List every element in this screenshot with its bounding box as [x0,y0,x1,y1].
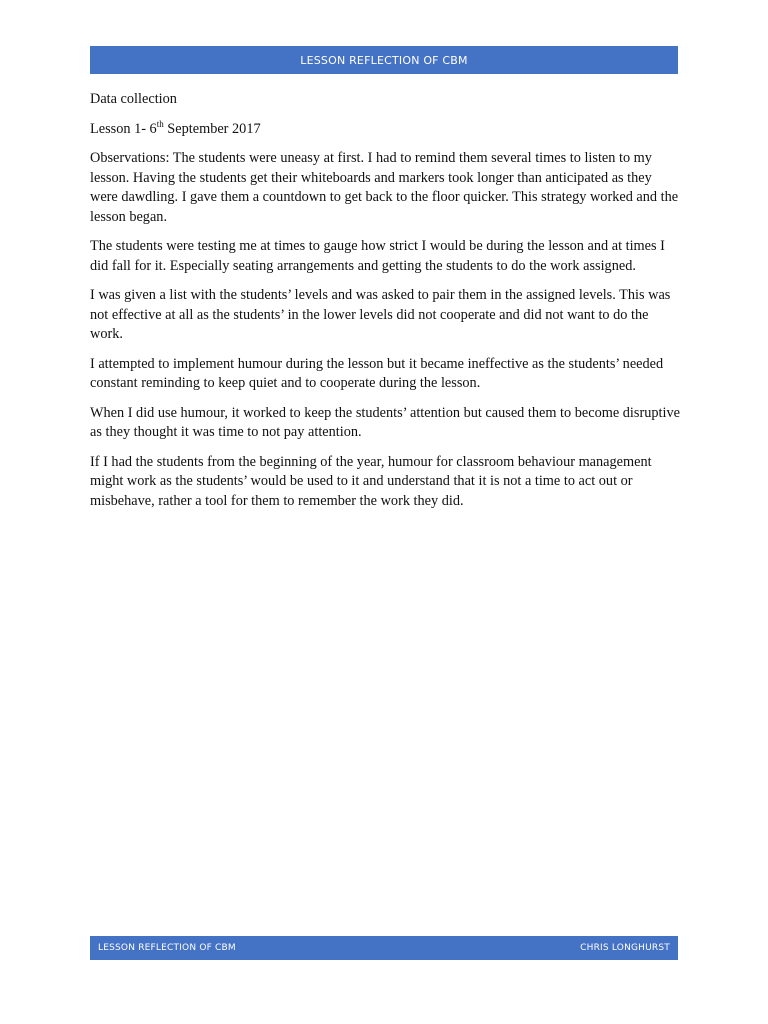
footer-left-title: LESSON REFLECTION OF CBM [98,943,236,953]
paragraph-levels: I was given a list with the students’ levels and was asked to pair them in the assigned levels. This was not effective at all as the students’ in the lower levels did not cooperate and did not want to do the work. [90,287,671,342]
lesson-date-prefix: Lesson 1- 6 [90,120,157,137]
page-header [90,46,678,74]
paragraph-observations: Observations: The students were uneasy at first. I had to remind them several times to listen to my lesson. Having the students get their whiteboards and markers took longer than anticipated as they were dawdling. I gave them a countdown to get back to the floor quicker. This strategy worked and the lesson began. [90,150,679,225]
page-footer [90,936,678,960]
footer-author: CHRIS LONGHURST [580,943,670,953]
lesson-date-ordinal: th [156,118,164,129]
paragraph-testing: The students were testing me at times to gauge how strict I would be during the lesson and at times I did fall for it. Especially seating arrangements and getting the students to do the work assigned. [90,238,665,274]
section-title: Data collection [90,91,177,107]
lesson-date [90,120,680,140]
header-title: LESSON REFLECTION OF CBM [300,53,468,67]
paragraph-humour-attempt: I attempted to implement humour during the lesson but it became ineffective as the students’ needed constant reminding to keep quiet and to cooperate during the lesson. [90,355,664,391]
lesson-date-rest: September 2017 [163,120,261,137]
paragraph-humour-use: When I did use humour, it worked to keep the students’ attention but caused them to become disruptive as they thought it was time to not pay attention. [90,404,680,440]
document-body [90,90,680,521]
paragraph-conclusion: If I had the students from the beginning of the year, humour for classroom behaviour management might work as the students’ would be used to it and understand that it is not a time to act out or misbehave, rather a tool for them to remember the work they did. [90,453,652,509]
